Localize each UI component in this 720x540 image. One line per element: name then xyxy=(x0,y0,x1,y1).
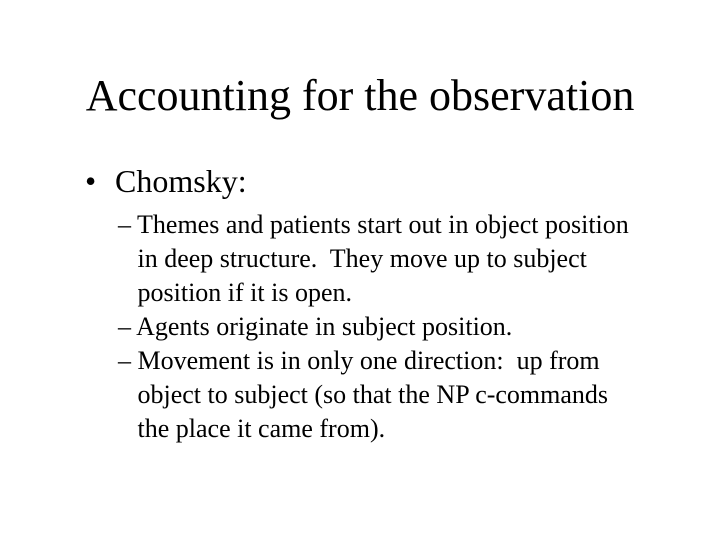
sub-bullet-line: position if it is open. xyxy=(118,278,352,307)
sub-bullet-themes xyxy=(118,208,678,310)
main-bullet xyxy=(85,162,247,200)
sub-bullet-line: – Agents originate in subject position. xyxy=(118,312,513,341)
main-bullet-text: Chomsky: xyxy=(115,163,247,199)
slide-title: Accounting for the observation xyxy=(85,71,635,120)
sub-bullet-agents xyxy=(118,310,678,344)
bullet-mark: • xyxy=(85,163,97,199)
sub-bullet-line: the place it came from). xyxy=(118,414,386,443)
sub-bullet-line: – Themes and patients start out in object position xyxy=(118,210,629,239)
sub-bullet-movement xyxy=(118,344,678,446)
sub-bullet-list xyxy=(118,208,678,446)
sub-bullet-line: object to subject (so that the NP c-commands xyxy=(118,380,609,409)
sub-bullet-line: – Movement is in only one direction: up from xyxy=(118,346,600,375)
sub-bullet-line: in deep structure. They move up to subject xyxy=(118,244,587,273)
